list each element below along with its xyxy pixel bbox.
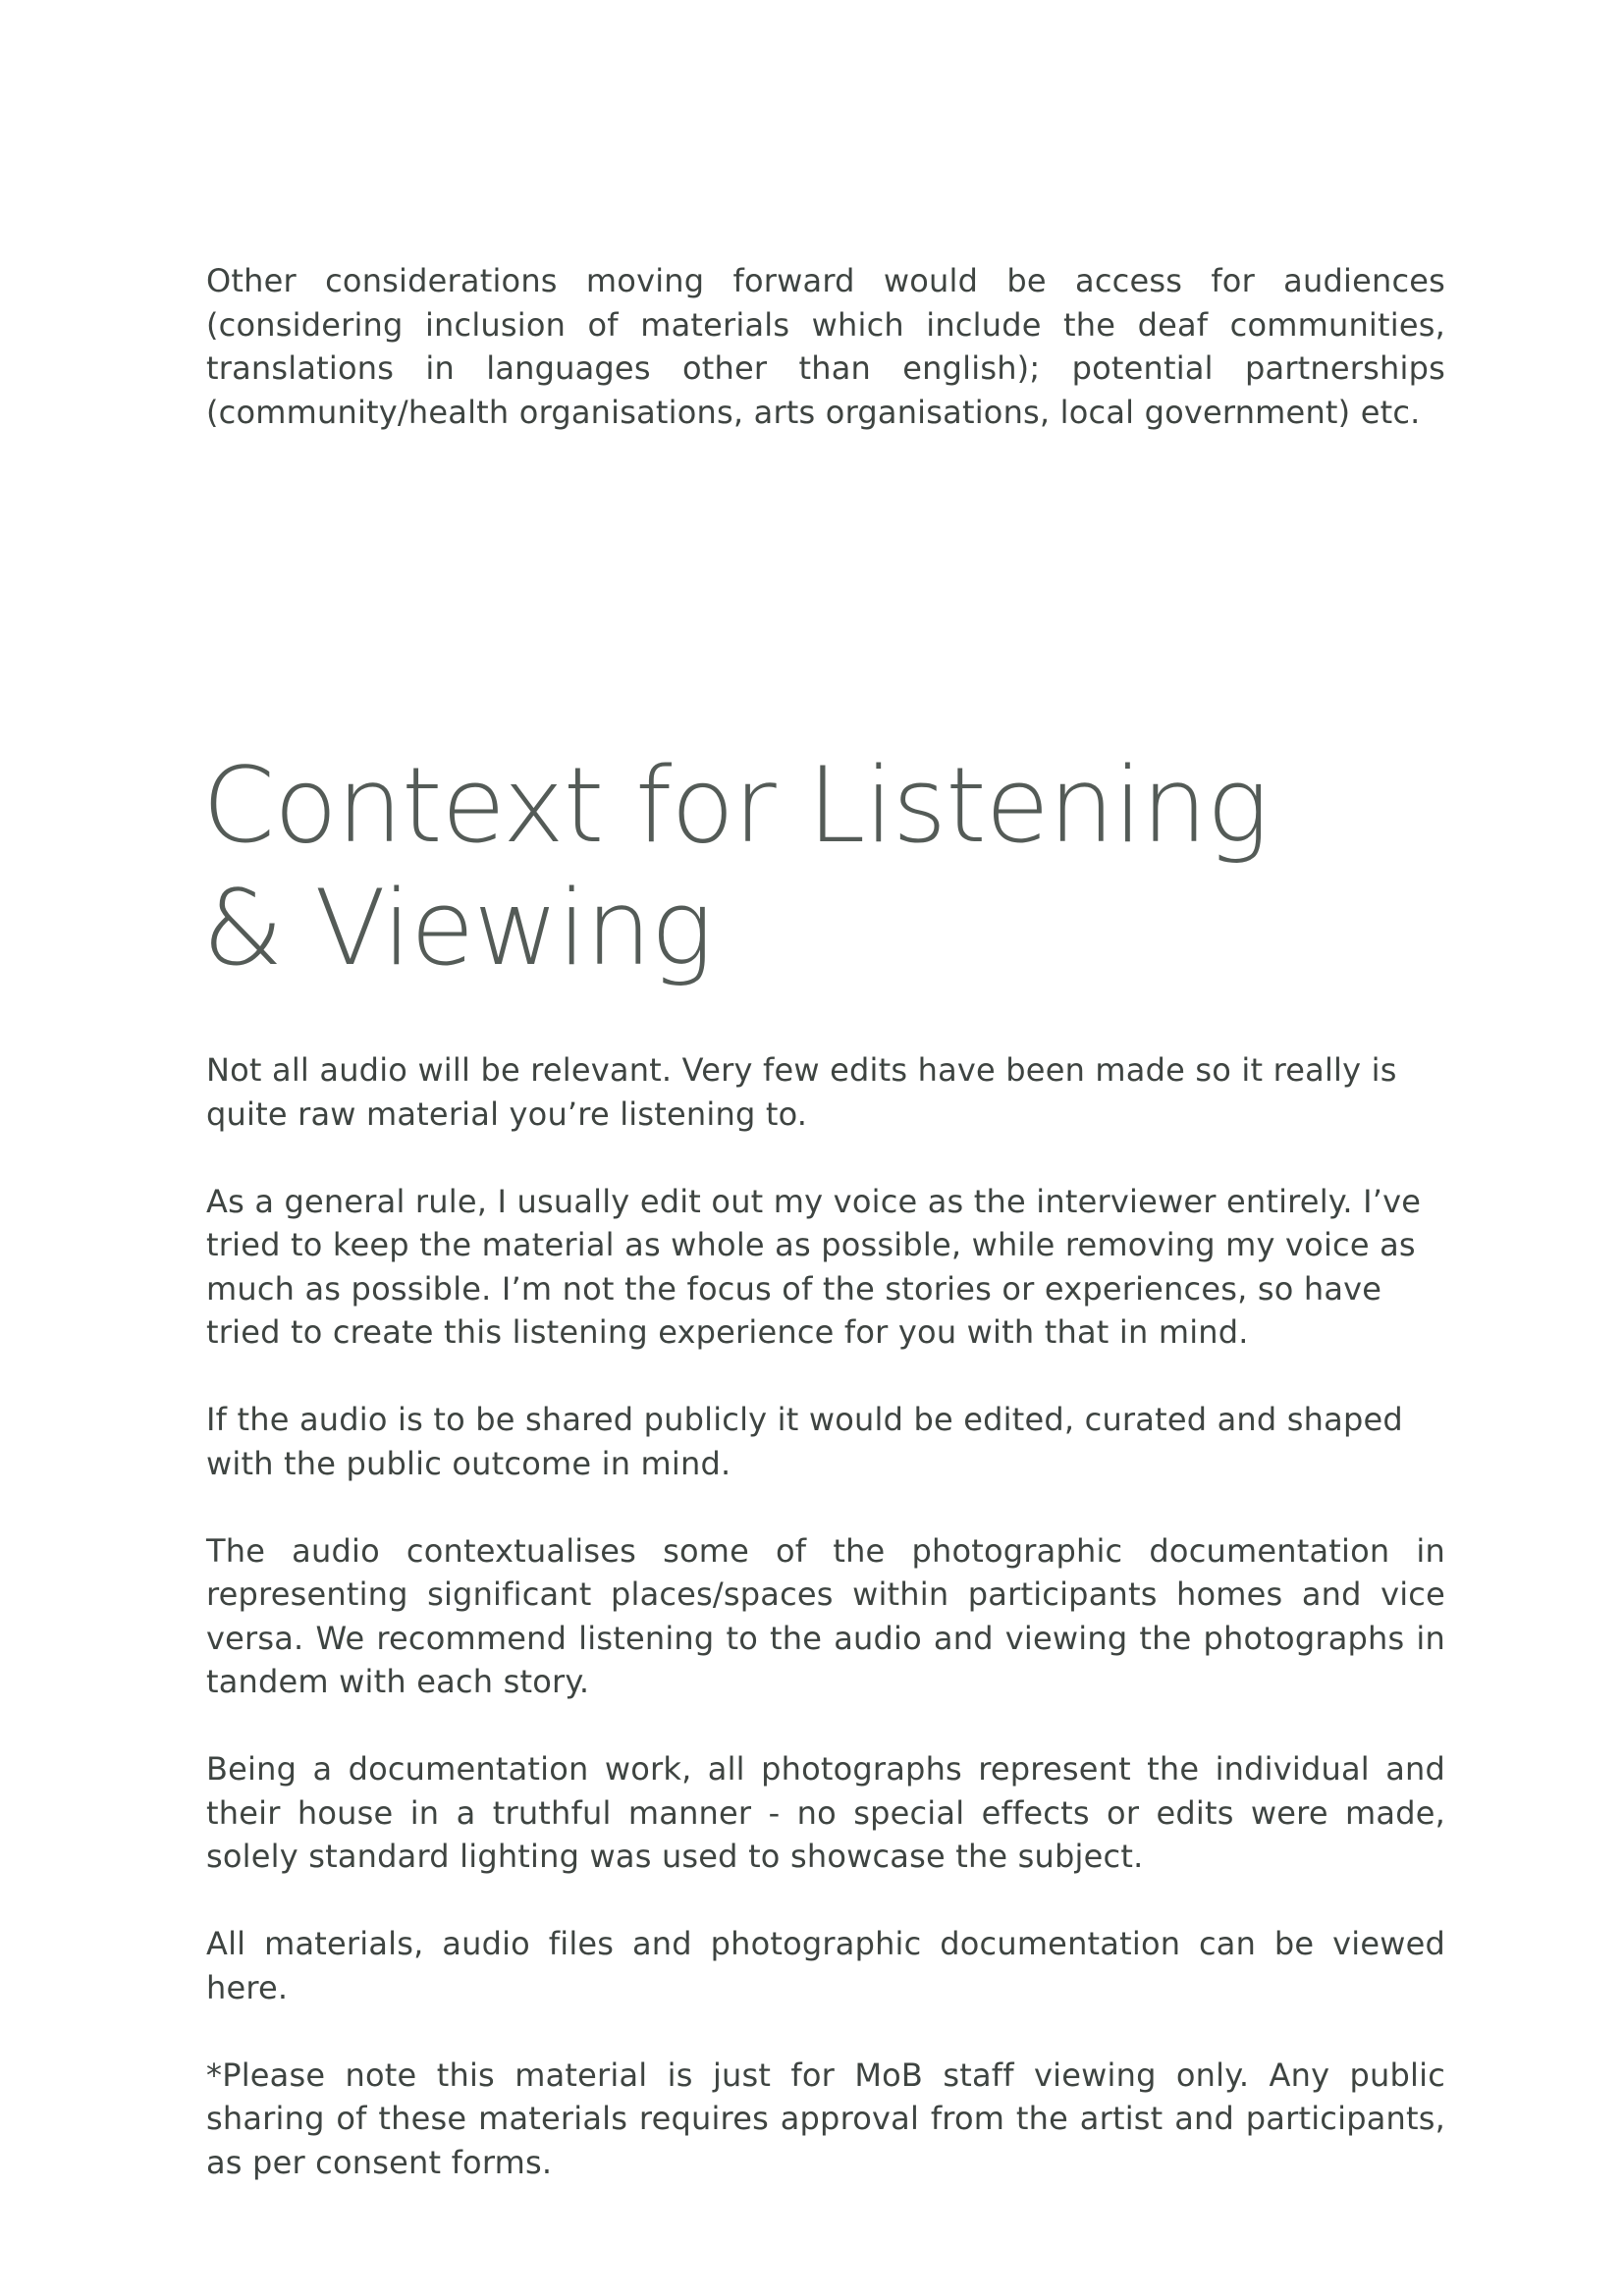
document-page (202, 259, 1445, 2184)
intro-paragraph: Other considerations moving forward would be access for audiences (considering inclusion of materials which include the deaf communities, translations in languages other than english); potential partnerships (community/health organisations, arts organisations, local government) etc. (206, 262, 1445, 431)
paragraph-audio-context: The audio contextualises some of the photographic documentation in representing significant places/spaces within participants homes and vice versa. We recommend listening to the audio and viewing the photographs in tandem with each story. (206, 1531, 1445, 1700)
paragraph-staff-note: *Please note this material is just for MoB staff viewing only. Any public sharing of these materials requires approval from the artist and participants, as per consent forms. (206, 2056, 1445, 2181)
paragraph-relevance: Not all audio will be relevant. Very few edits have been made so it really is quite raw material you’re listening to. (206, 1051, 1397, 1133)
paragraph-materials-location: All materials, audio files and photographic documentation can be viewed here. (206, 1925, 1445, 2006)
heading-line-1: Context for Listening (202, 745, 1269, 866)
section-heading (202, 744, 1445, 989)
paragraph-interviewer-voice: As a general rule, I usually edit out my voice as the interviewer entirely. I’ve tried to keep the material as whole as possible, while removing my voice as much as possible. I’m not the focus of the stories or experiences, so have tried to create this listening experience for you with that in mind. (206, 1182, 1422, 1351)
heading-line-2: & Viewing (202, 868, 713, 988)
paragraph-documentation: Being a documentation work, all photographs represent the individual and their house in a truthful manner - no special effects or edits were made, solely standard lighting was used to showcase the subject. (206, 1750, 1445, 1875)
section-body (206, 1048, 1445, 2184)
paragraph-public-sharing: If the audio is to be shared publicly it would be edited, curated and shaped with the public outcome in mind. (206, 1401, 1403, 1482)
